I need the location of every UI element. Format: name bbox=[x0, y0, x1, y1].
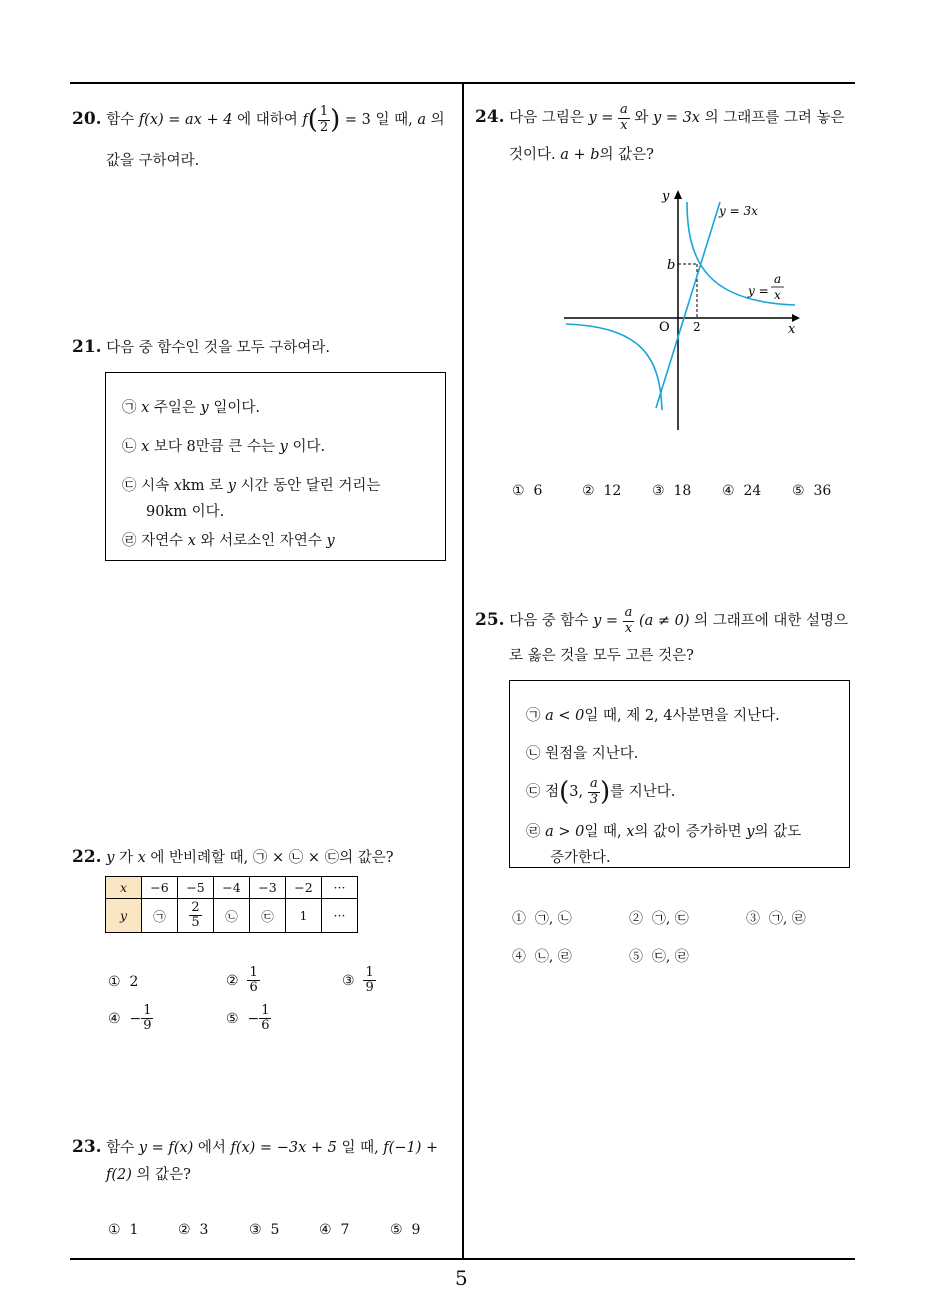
question-number: 20. bbox=[72, 109, 102, 129]
q25-option-2[interactable]: ② ㉠, ㉢ bbox=[629, 911, 689, 927]
q25-item-2: ㉡ 원점을 지난다. bbox=[526, 746, 639, 762]
q24-graph bbox=[560, 185, 810, 435]
fraction-half: $\frac{1}{2}$ bbox=[319, 104, 329, 135]
q22-option-1[interactable]: ① 2 bbox=[108, 974, 139, 990]
q25-option-5[interactable]: ⑤ ㉢, ㉣ bbox=[629, 949, 689, 965]
q21-item-2: ㉡ x 보다 8만큼 큰 수는 y 이다. bbox=[122, 439, 326, 455]
q22-option-3[interactable]: ③ $\frac{1}{9}$ bbox=[342, 965, 374, 996]
question-24: 24. 다음 그림은 y = $\frac{a}{x}$ 와 y = 3x 의 그래프를 그려 놓은 bbox=[475, 102, 845, 133]
column-divider bbox=[462, 82, 464, 1260]
q23-option-3[interactable]: ③ 5 bbox=[249, 1222, 280, 1238]
question-20: 20. 함수 f(x) = ax + 4 에 대하여 f( $\frac{1}{2}$ ) = 3 일 때, a 의 bbox=[72, 104, 445, 135]
question-23: 23. 함수 y = f(x) 에서 f(x) = −3x + 5 일 때, f(−1) + bbox=[72, 1137, 439, 1157]
y-axis-label: y bbox=[662, 189, 670, 204]
q21-item-1: ㉠ x 주일은 y 일이다. bbox=[122, 400, 260, 416]
q25-option-4[interactable]: ④ ㉡, ㉣ bbox=[512, 949, 572, 965]
q21-item-4: ㉣ 자연수 x 와 서로소인 자연수 y bbox=[122, 533, 335, 549]
q21-condition-box bbox=[105, 372, 446, 561]
x-axis-label: x bbox=[788, 322, 796, 337]
curve-label-prefix: y = bbox=[748, 284, 769, 298]
y-tick-label: b bbox=[667, 258, 676, 273]
question-21: 21. 다음 중 함수인 것을 모두 구하여라. bbox=[72, 337, 330, 357]
q22-value-table: x −6 −5 −4 −3 −2 ··· y ㉠ $\frac{2}{5}$ ㉡ ㉢ 1 ··· bbox=[105, 876, 358, 933]
q23-option-5[interactable]: ⑤ 9 bbox=[390, 1222, 421, 1238]
q21-item-3: ㉢ 시속 xkm 로 y 시간 동안 달린 거리는 bbox=[122, 478, 381, 494]
q21-item-3-line2: 90km 이다. bbox=[146, 504, 225, 520]
curve-label-num: a bbox=[774, 272, 782, 286]
q23-option-1[interactable]: ① 1 bbox=[108, 1222, 139, 1238]
q25-option-1[interactable]: ① ㉠, ㉡ bbox=[512, 911, 572, 927]
hyperbola-branch-2 bbox=[566, 324, 662, 410]
question-20-line2: 값을 구하여라. bbox=[106, 153, 200, 169]
question-24-line2: 것이다. a + b의 값은? bbox=[509, 147, 654, 163]
q25-option-3[interactable]: ③ ㉠, ㉣ bbox=[746, 911, 806, 927]
q25-item-3: ㉢ 점(3, $\frac{a}{3}$ )를 지난다. bbox=[526, 776, 676, 807]
curve-label-den: x bbox=[774, 288, 781, 302]
q22-option-4[interactable]: ④ − $\frac{1}{9}$ bbox=[108, 1003, 152, 1034]
question-22: 22. y 가 x 에 반비례할 때, ㉠ × ㉡ × ㉢의 값은? bbox=[72, 847, 394, 867]
question-23-line2: f(2) 의 값은? bbox=[106, 1167, 191, 1183]
x-tick-label: 2 bbox=[693, 320, 701, 334]
q25-item-1: ㉠ a < 0일 때, 제 2, 4사분면을 지난다. bbox=[526, 708, 780, 724]
table-fraction: $\frac{2}{5}$ bbox=[191, 899, 200, 930]
y-axis-arrow bbox=[674, 190, 682, 199]
q24-option-3[interactable]: ③ 18 bbox=[652, 483, 692, 499]
question-25-line2: 로 옳은 것을 모두 고른 것은? bbox=[509, 648, 694, 664]
q23-option-4[interactable]: ④ 7 bbox=[319, 1222, 350, 1238]
q25-item-4: ㉣ a > 0일 때, x의 값이 증가하면 y의 값도 bbox=[526, 824, 802, 840]
q24-option-2[interactable]: ② 12 bbox=[582, 483, 622, 499]
q22-option-5[interactable]: ⑤ − $\frac{1}{6}$ bbox=[226, 1003, 270, 1034]
q25-item-4-line2: 증가한다. bbox=[550, 850, 611, 866]
line-label: y = 3x bbox=[719, 204, 758, 218]
q24-option-5[interactable]: ⑤ 36 bbox=[792, 483, 832, 499]
page-number: 5 bbox=[455, 1266, 468, 1290]
q24-option-1[interactable]: ① 6 bbox=[512, 483, 543, 499]
q23-option-2[interactable]: ② 3 bbox=[178, 1222, 209, 1238]
x-axis-arrow bbox=[792, 314, 800, 322]
q24-option-4[interactable]: ④ 24 bbox=[722, 483, 762, 499]
q25-condition-box bbox=[509, 680, 850, 868]
question-25: 25. 다음 중 함수 y = $\frac{a}{x}$ (a ≠ 0) 의 그래프에 대한 설명으 bbox=[475, 605, 849, 636]
origin-label: O bbox=[659, 320, 670, 335]
line-y-3x bbox=[656, 202, 720, 408]
q22-option-2[interactable]: ② $\frac{1}{6}$ bbox=[226, 965, 258, 996]
